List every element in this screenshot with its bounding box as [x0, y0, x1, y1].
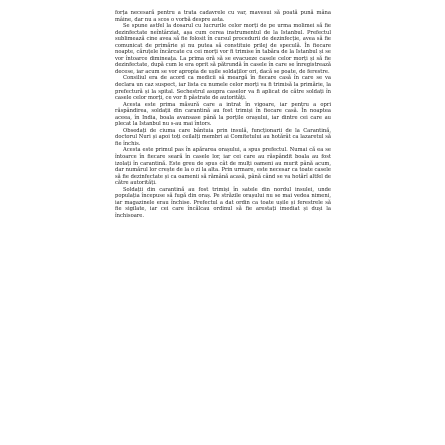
paragraph: forța necesară pentru a trata cadavrele cu var, mavesui să poată pună mâna mâine, dar nu a scos o vorbă despre asta. — [115, 10, 331, 23]
paragraph: Obsedați de ciuma care bântuia prin insulă, funcționarii de la Carantină, doctorul Nuri și apoi toți ceilalți membri ai Comitetului au hotărât ca lazaretul să fie închis. — [115, 127, 331, 147]
body-text-column — [115, 10, 331, 220]
paragraph: Soldații din carantină au fost trimiși în satele din nordul insulei, unde populația începuse să fugă din oraș. Pe străzile orașului nu se mai vedea nimeni, iar magazinele erau închise. Prefectul a dat ordin ca toate ușile și ferestrele să fie sigilate, iar cei care încălcau ordinul să fie arestați imediat și duși la închisoare. — [115, 186, 331, 219]
paragraph: Acesta este prima măsură care a intrat în vigoare, iar pentru a opri răspândirea, soldații din carantină au fost trimiși în fiecare casă. În noaptea aceea, în India, boala avansase până la porțile orașului, iar dintre cei care au plecat la Istanbul nu s-au mai întors. — [115, 101, 331, 128]
paragraph: Consiliul era de acord ca medicii să meargă în fiecare casă în care se va declara un caz suspect, iar lista cu numele celor morți va fi trimisă la primărie, la prefectură și la spital. Sechestrul asupra caselor va fi aplicat de către soldați în casele celor morți, ce vor fi păstrate de autorități. — [115, 75, 331, 102]
paragraph: Se spune astfel la dosarul cu lucrurile celor morți de pe urma molimei să fie dezinfectate neîntârziat, așa cum cerea instrumentul de la Istanbul. Prefectul sublimează cine avea să fie folosit în cursul procedurii de dezinfecție, avea să fie comunicat de primărie și nu putea să constituie prilej de speculă. În fiecare noapte, căruțele încărcate cu cei morți vor fi trimise în tabăra de la Istanbul și se vor întoarce dimineața. La prima oră să se evacueze casele celor morți și să fie dezinfectate, după cum le era oprit să pătrundă în casele în care se înregistrează decese, iar acum se vor apropia de ușile soldaților ori, dacă se poate, de ferestre. — [115, 23, 331, 75]
paragraph: Acesta este primul pas în apărarea orașului, a spus prefectul. Numai că ea se întoarce în fiecare seară în casele lor, iar cei care au răspândit boala au fost izolați în carantină. Este greu de spus cât de mulți oameni au murit până acum, dar numărul lor crește de la o zi la alta. Prin urmare, este necesar ca toate casele să fie dezinfectate și ca oamenii să rămână acasă, până când se va hotărî altfel de către autorități. — [115, 147, 331, 187]
